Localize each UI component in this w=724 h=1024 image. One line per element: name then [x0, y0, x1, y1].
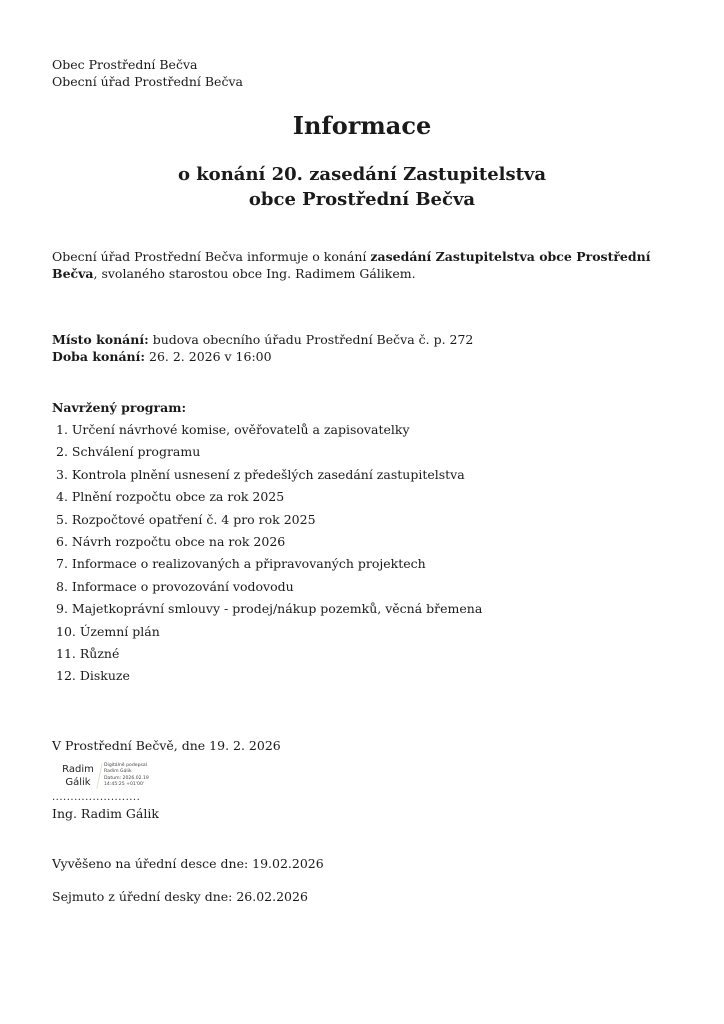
- office-name: Obecní úřad Prostřední Bečva: [52, 74, 243, 89]
- digital-signature: [55, 761, 165, 791]
- meeting-place: [52, 331, 473, 348]
- place-label: Místo konání:: [52, 332, 149, 347]
- meeting-details: [52, 331, 473, 365]
- program-item: 1. Určení návrhové komise, ověřovatelů a zapisovatelky: [56, 422, 410, 437]
- signer-name: Ing. Radim Gálik: [52, 806, 159, 821]
- program-item: 8. Informace o provozování vodovodu: [56, 578, 294, 594]
- intro-paragraph: [52, 248, 652, 282]
- program-item: 9. Majetkoprávní smlouvy - prodej/nákup pozemků, věcná břemena: [56, 601, 483, 617]
- signature-divider: [96, 763, 102, 789]
- meeting-time: [52, 348, 473, 365]
- program-item: 5. Rozpočtové opatření č. 4 pro rok 2025: [56, 511, 316, 527]
- header: [52, 56, 243, 90]
- program-list: [52, 419, 482, 688]
- program-item: 11. Různé: [56, 646, 120, 662]
- program-item: 7. Informace o realizovaných a připravovaných projektech: [56, 556, 426, 572]
- intro-text-cont: , svolaného starostou obce Ing. Radimem Gálikem.: [93, 266, 416, 281]
- intro-text: Obecní úřad Prostřední Bečva informuje o konání: [52, 249, 371, 264]
- program-item: 3. Kontrola plnění usnesení z předešlých zasedání zastupitelstva: [56, 466, 465, 482]
- municipality-name: Obec Prostřední Bečva: [52, 57, 198, 72]
- posted-date: Vyvěšeno na úřední desce dne: 19.02.2026: [52, 856, 324, 871]
- signature-metadata: Digitálně podepsal Radim Gálik Datum: 2026.02.19 14:45:25 +01'00': [104, 763, 149, 787]
- program-item: 4. Plnění rozpočtu obce za rok 2025: [56, 489, 285, 505]
- subtitle-line-2: obce Prostřední Bečva: [248, 189, 476, 210]
- intro-bold-cont: Bečva: [52, 266, 94, 281]
- program-section: [52, 399, 482, 688]
- intro-bold: zasedání Zastupitelstva obce Prostřední: [370, 249, 651, 264]
- place-value: budova obecního úřadu Prostřední Bečva č. p. 272: [148, 332, 474, 347]
- document-title: Informace: [292, 111, 432, 140]
- time-label: Doba konání:: [52, 349, 146, 364]
- removed-date: Sejmuto z úřední desky dne: 26.02.2026: [52, 889, 308, 904]
- subtitle-line-1: o konání 20. zasedání Zastupitelstva: [177, 164, 547, 185]
- program-title: Navržený program:: [52, 400, 187, 415]
- program-item: 10. Územní plán: [56, 623, 160, 639]
- time-value: 26. 2. 2026 v 16:00: [145, 349, 272, 364]
- signature-name: Radim Gálik: [62, 764, 94, 788]
- program-item: 2. Schválení programu: [56, 444, 201, 460]
- signature-dotted-line: ........................: [52, 792, 141, 803]
- program-item: 12. Diskuze: [56, 668, 130, 684]
- dateline: V Prostřední Bečvě, dne 19. 2. 2026: [52, 738, 281, 753]
- document-subtitle: [0, 162, 724, 212]
- program-item: 6. Návrh rozpočtu obce na rok 2026: [56, 534, 286, 550]
